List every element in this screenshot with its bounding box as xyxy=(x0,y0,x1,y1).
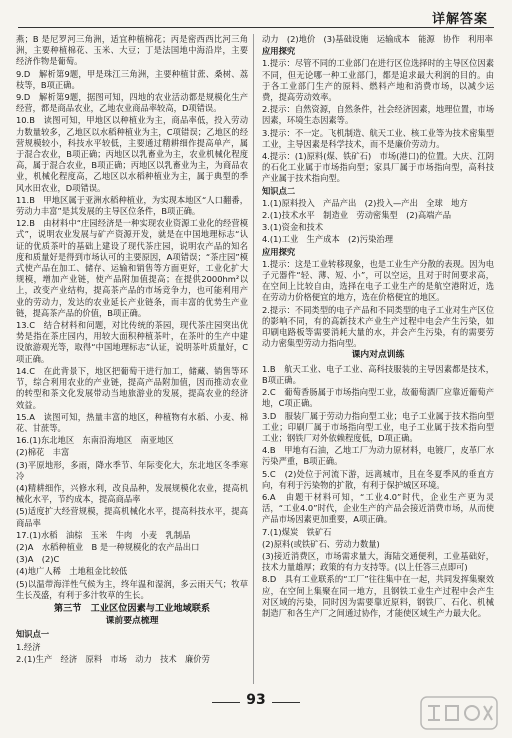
right-paragraph: 2.(1)技术水平 制造业 劳动密集型 (2)高端产品 xyxy=(262,210,452,221)
knowledge-item: 2.(1)生产 经济 原料 市场 动力 技术 廉价劳 xyxy=(16,653,210,664)
left-paragraph: 11.B 甲地区属于亚洲水稻种植业，为实现本地区“人口翻番，劳动力丰富”是其发展的主导区位条件，B项正确。 xyxy=(16,194,248,217)
left-paragraph: (5)以温带海洋性气候为主，终年温和湿润，多云雨天气；牧草生长茂盛，有利于多汁牧草的生长。 xyxy=(16,578,248,600)
left-paragraph: (4)精耕细作，兴修水利，改良品种，发展规模化农业，提高机械化水平，节约成本，提高商品率 xyxy=(16,482,248,505)
knowledge-point-label: 知识点一 xyxy=(16,629,50,640)
left-paragraph: 16.(1)东北地区 东南沿海地区 南亚地区 xyxy=(16,435,174,446)
footer-rule-right xyxy=(272,702,300,703)
left-paragraph: (3)平原地形，多雨，降水季节、年际变化大，东北地区冬季寒冷 xyxy=(16,459,248,481)
section-title: 第三节 工业区位因素与工业地域联系 xyxy=(53,602,211,614)
right-paragraph: 动力 (2)地价 (3)基础设施 运输成本 能源 协作 利用率 xyxy=(262,34,493,44)
drill-item: 1.B 航天工业、电子工业、高科技服装的主导因素都是技术，B项正确。 xyxy=(262,363,494,385)
drill-item: 6.A 由题干材料可知，“工业4.0”时代，企业生产更为灵活，“工业4.0”时代，企业生产的产品会接近消费市场，从而使产品市场因素更加重要，A项正确。 xyxy=(262,491,494,525)
right-paragraph: 应用探究 xyxy=(262,246,296,257)
right-paragraph: 1.提示：尽管不同的工业部门在进行区位选择时的主导区位因素不同，但无论哪一种工业部门，都是追求最大利润的目的。由于各工业部门生产的原料、燃料产地和消费市场，以减少运费，提高劳动效率。 xyxy=(262,58,494,103)
drill-item: 3.D 服装厂属于劳动力指向型工业；电子工业属于技术指向型工业；印刷厂属于市场指向型工业，电子工业属于技术指向型工业；钢铁厂对外依赖程度低，D项正确。 xyxy=(262,410,494,443)
drill-item: (3)接近消费区，市场需求量大，海陆交通便利，工业基础好，技术力量雄厚；政策的有力支持等。(以上任答三点即可) xyxy=(262,550,494,573)
left-paragraph: 17.(1)水稻 油棕 玉米 牛肉 小麦 乳制品 xyxy=(16,529,191,540)
left-paragraph: 燕；B 是尼罗河三角洲，适宜种植棉花；丙是密西西比河三角洲，主要种植棉花、玉米、大豆；丁是法国地中海沿岸，主要经济作物是葡萄。 xyxy=(16,34,248,67)
left-paragraph: 12.B 由材料中“庄园经济是一种实现农业资源工业化的经营模式”，说明农业发展与矿产资源开发，就是在中国地理标志“认证的优质茶叶的基础上建设了现代茶庄园，说明农产品的知名度和质量好是得到市场认可的主要原因，A项错误；“茶庄园”模式使产品在加工、储存、运输和销售等方面更好，工业化扩大规模，增加产业链，使产品附加值提高；在提供2000hm²以上，改变产业结构，提高茶产品的市场竞争力，也可能利用产业的劳动力，发达的农业延长产业链条，而丰富的优势生产业链，提高茶产品的价值，B项正确。 xyxy=(16,218,248,318)
right-paragraph: 2.提示：不同类型的电子产品和不同类型的电子工业对生产区位的影响不同，有的高新技术产业生产过程中电会产生污染，如印刷电路板等需要消耗大量的水，并会产生污染，有的需要劳动力密集型劳动力指向型。 xyxy=(262,304,494,349)
right-column xyxy=(262,34,494,684)
right-paragraph: 1.提示：这是工业转移现象，也是工业生产分散的表现。因为电子元器件“轻、薄、短、小”，可以空运，且对于时间要求高，在空间上比较自由，选择在电子工业生产的是航空港附近，选在劳动力价格便宜的地方，选在价格便宜的地区。 xyxy=(262,258,494,303)
right-paragraph: 2.提示：自然资源，自然条件，社会经济因素，地理位置，市场因素，环境生态因素等。 xyxy=(262,104,494,126)
header-rule xyxy=(18,27,494,28)
right-paragraph: 3.(1)资金和技术 xyxy=(262,222,324,233)
drill-title: 课内对点训练 xyxy=(351,350,405,361)
left-paragraph: (2)棉花 丰富 xyxy=(16,447,70,458)
left-paragraph: 13.C 结合材料和问题，对比传统的茶园，现代茶庄园突出优势是指在茶庄园内，用较大面积种植茶叶，在茶叶的生产中建设旅游观光等，取得“中国地理标志”认证，说明茶叶质量好，C项正确。 xyxy=(16,320,248,364)
left-paragraph: (4)地广人稀 土地租金比较低 xyxy=(16,566,128,577)
drill-item: 2.C 葡萄香肠属于市场指向型工业，故葡萄酒厂应靠近葡萄产地，C项正确。 xyxy=(262,387,494,409)
left-paragraph: 9.D 解析第9题，据图可知，四地的农业活动都是规模化生产经营，都是商品农业，乙地农业商品率较高，D项错误。 xyxy=(16,92,248,114)
drill-item: 8.D 具有工业联系的“工厂”往往集中在一起，共同发挥集聚效应，在空间上集聚在同一地方，且钢铁工业生产过程中会产生对区域的污染，同时因为需要靠近原料，钢铁厂、石化、机械制造厂和各生产厂之间通过协作，才能使区域生产力最大化。 xyxy=(262,574,494,618)
left-paragraph: (3)A (2)C xyxy=(16,554,60,565)
drill-item: (2)原料(或铁矿石、劳动力数量) xyxy=(262,538,380,549)
header-title: 详解答案 xyxy=(431,12,488,27)
drill-item: 4.B 甲地有石油，乙地工厂为动力原材料，电镀厂，皮革厂水污染严重，B项正确。 xyxy=(262,445,494,467)
page-header xyxy=(0,0,512,30)
left-paragraph: 15.A 读图可知，热量丰富的地区，种植物有水稻、小麦、棉花、甘蔗等。 xyxy=(16,411,248,433)
left-paragraph: 10.B 读图可知，甲地区以种植业为主，商品率低，投入劳动力数量较多，乙地区以水稻种植业为主，C项错误；乙地区的经营规模较小，科技水平较低，主要通过精耕细作提高单产，属于混合农业，B项正确；丙地区以乳畜业为主，农业机械化程度高，属于混合农业，B项正确；丙地区以乳畜业为主，为商品农业，机械化程度高，乙地区以水稻种植业为主，属于典型的季风水田农业，D项错误。 xyxy=(16,115,248,193)
left-paragraph: (2)A 水稻种植业 B 是一种规模化的农产品出口 xyxy=(16,541,200,552)
right-paragraph: 1.(1)原料投入 产品产出 (2)投入—产出 全球 地方 xyxy=(262,197,468,208)
drill-item: 7.(1)煤炭 铁矿石 xyxy=(262,526,332,537)
right-paragraph: 4.(1)工业 生产成本 (2)污染治理 xyxy=(262,234,393,245)
drill-item: 5.C (2)处位于河流下游，远离城市，且在冬夏季风的垂直方向，有利于污染物的扩散，有利于保护城区环境。 xyxy=(262,468,494,490)
left-paragraph: (5)适度扩大经营规模，提高机械化水平，提高科技水平，提高商品率 xyxy=(16,506,248,528)
right-paragraph: 知识点二 xyxy=(262,185,296,196)
left-paragraph: 9.D 解析第9题，甲是珠江三角洲，主要种植甘蔗、桑树、荔枝等，B项正确。 xyxy=(16,68,248,90)
subsection-title: 课前要点梳理 xyxy=(105,616,159,627)
left-column xyxy=(16,34,248,684)
right-paragraph: 4.提示：(1)原料(煤、铁矿石) 市场(港口)的位置。大庆、江阴的石化工业属于市场指向型；家具厂属于市场指向型，高科技产业属于技术指向型。 xyxy=(262,151,494,184)
right-paragraph: 应用探究 xyxy=(262,46,296,57)
watermark-logo xyxy=(420,696,498,730)
left-paragraph: 14.C 在此背景下，地区把葡萄干进行加工，储藏、销售等环节，综合利用农业的产业链，提高产品附加值，因而推动农业的转型和茶文化发展带动当地旅游业的发展，提高农业的经济效益。 xyxy=(16,365,248,410)
right-paragraph: 3.提示：不一定。飞机制造、航天工业、核工业等为技术密集型工业，主导因素是科学技术，而不是廉价劳动力。 xyxy=(262,127,494,149)
footer-rule-left xyxy=(212,702,240,703)
knowledge-item: 1.经济 xyxy=(16,641,41,652)
column-divider xyxy=(253,34,254,684)
page-number: 93 xyxy=(246,692,266,708)
